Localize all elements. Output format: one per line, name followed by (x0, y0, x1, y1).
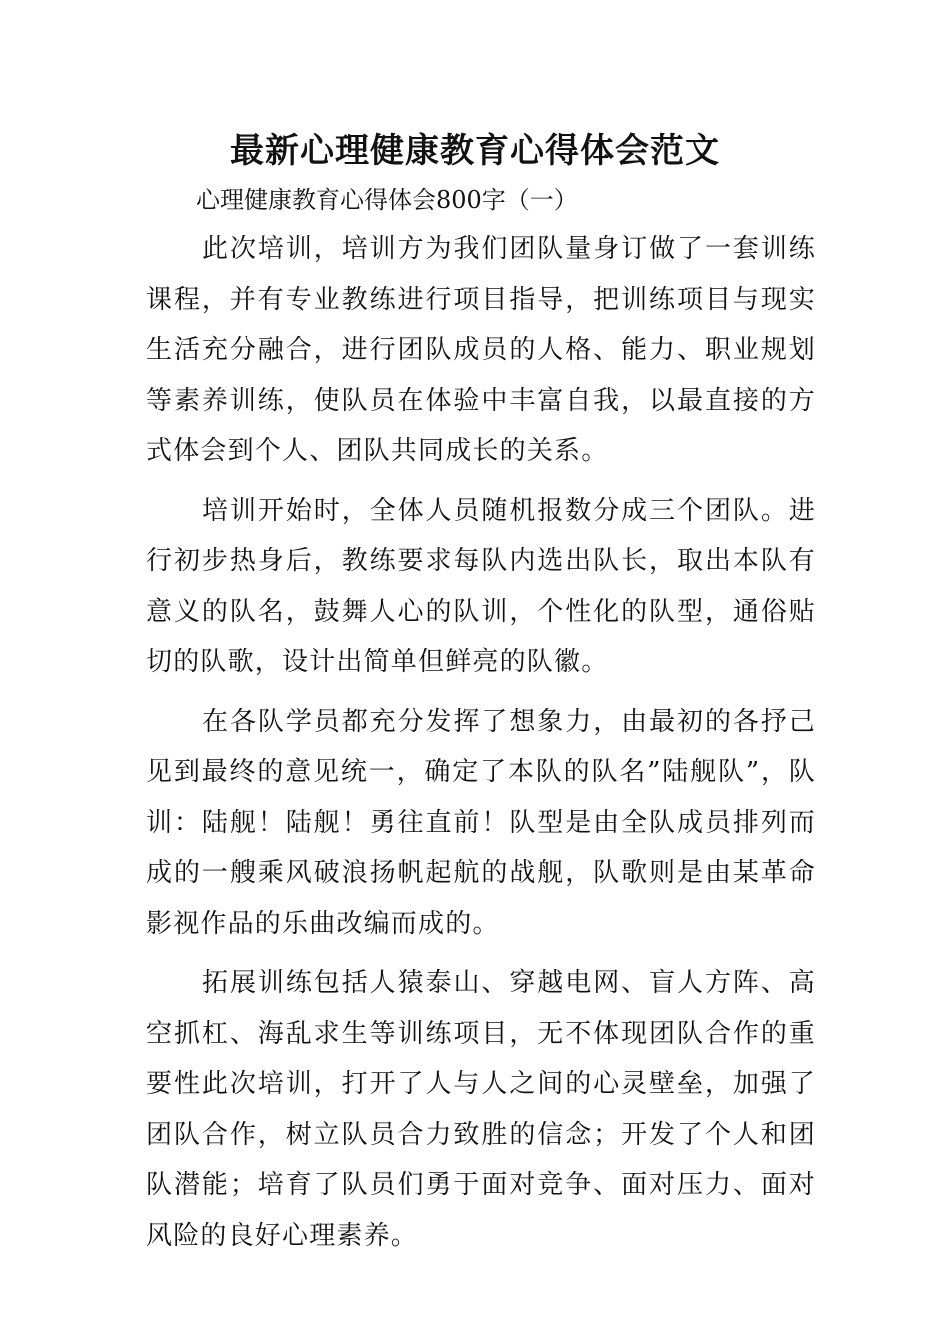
paragraph-4: 拓展训练包括人猿泰山、穿越电网、盲人方阵、高空抓杠、海乱求生等训练项目，无不体现团队合作的重要性此次培训，打开了人与人之间的心灵壁垒，加强了团队合作，树立队员合力致胜的信念；开发了个人和团队潜能；培育了队员们勇于面对竞争、面对压力、面对风险的良好心理素养。 (146, 968, 816, 1251)
document-title: 最新心理健康教育心得体会范文 (230, 131, 720, 171)
document-subtitle: 心理健康教育心得体会800字（一） (196, 186, 578, 214)
paragraph-3: 在各队学员都充分发挥了想象力，由最初的各抒己见到最终的意见统一，确定了本队的队名”陆舰队”，队训：陆舰！陆舰！勇往直前！队型是由全队成员排列而成的一艘乘风破浪扬帆起航的战舰，队歌则是由某革命影视作品的乐曲改编而成的。 (146, 706, 816, 939)
document-body (146, 224, 816, 1270)
paragraph-1: 此次培训，培训方为我们团队量身订做了一套训练课程，并有专业教练进行项目指导，把训练项目与现实生活充分融合，进行团队成员的人格、能力、职业规划等素养训练，使队员在体验中丰富自我，以最直接的方式体会到个人、团队共同成长的关系。 (146, 234, 816, 466)
paragraph-2: 培训开始时，全体人员随机报数分成三个团队。进行初步热身后，教练要求每队内选出队长，取出本队有意义的队名，鼓舞人心的队训，个性化的队型，通俗贴切的队歌，设计出简单但鲜亮的队徽。 (146, 495, 816, 677)
